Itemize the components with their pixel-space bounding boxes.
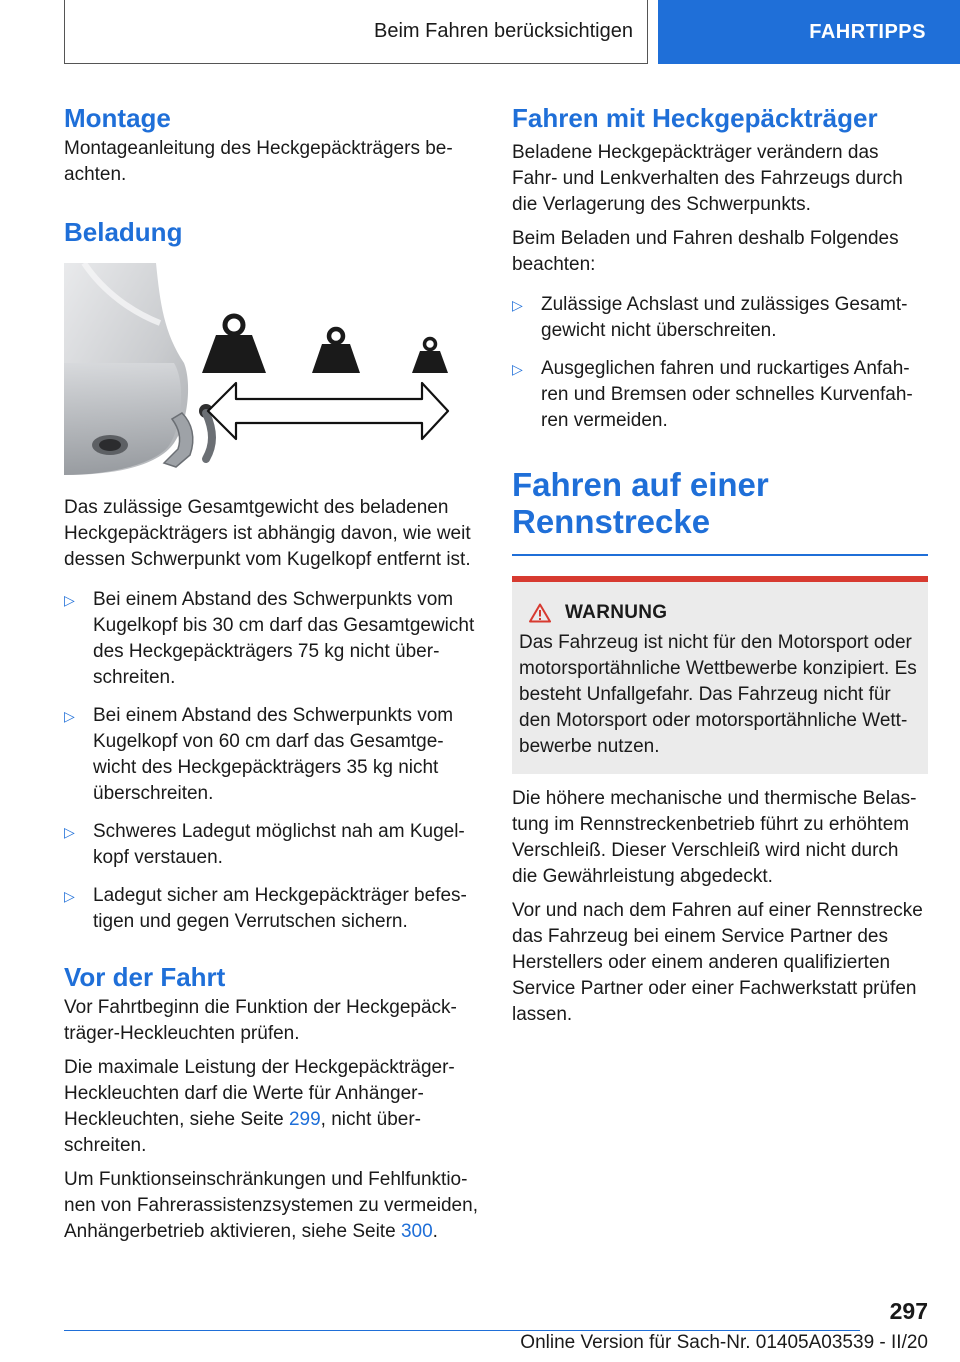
list-item: ▷ Bei einem Abstand des Schwerpunkts vom Kugelkopf von 60 cm darf das Gesamtge-wicht des Heckgepäckträgers 35 kg nicht überschreiten.	[64, 705, 454, 804]
fahren-heck-p1: Beladene Heckgepäckträger verändern das Fahr- und Lenkverhalten des Fahrzeugs durch die Verlagerung des Schwerpunkts.	[512, 142, 903, 215]
vorfahrt-p1: Vor Fahrtbeginn die Funktion der Heckgepäck-träger-Heckleuchten prüfen.	[64, 997, 457, 1044]
heading-montage: Montage	[64, 103, 171, 133]
warning-text: Das Fahrzeug ist nicht für den Motorsport oder motorsportähnliche Wettbewerbe konzipiert. Es besteht Unfallgefahr. Das Fahrzeug nicht für den Motorsport oder motorsportähnliche Wett-bewerbe nutzen.	[519, 631, 917, 757]
header-chapter-tab	[658, 0, 960, 64]
weight-distance-figure	[64, 263, 480, 475]
heading-rennstrecke: Fahren auf einer Rennstrecke	[512, 466, 769, 540]
list-item: ▷ Ausgeglichen fahren und ruckartiges Anfah-ren und Bremsen oder schnelles Kurvenfah-ren vermeiden.	[512, 358, 913, 431]
page-link-299[interactable]: 299	[288, 1109, 321, 1130]
header-chapter-title: FAHRTIPPS	[809, 20, 926, 43]
footer-rule	[64, 1330, 860, 1331]
triangle-bullet-icon: ▷	[512, 361, 523, 377]
triangle-bullet-icon: ▷	[64, 592, 75, 608]
fahren-heck-list	[512, 292, 928, 434]
triangle-bullet-icon: ▷	[512, 297, 523, 313]
warning-header	[529, 602, 922, 624]
vorfahrt-p3: Um Funktionseinschränkungen und Fehlfunktio-nen von Fahrerassistenzsystemen zu vermeiden, Anhängerbetrieb aktivieren, siehe Seite 300.	[64, 1169, 478, 1242]
heading-rule	[512, 554, 928, 556]
header-section-box	[64, 0, 648, 64]
beladung-text: Das zulässige Gesamtgewicht des beladenen Heckgepäckträgers ist abhängig davon, wie weit dessen Schwerpunkt vom Kugelkopf entfernt ist.	[64, 497, 471, 570]
triangle-bullet-icon: ▷	[64, 888, 75, 904]
list-item: ▷ Ladegut sicher am Heckgepäckträger befes-tigen und gegen Verrutschen sichern.	[64, 885, 467, 932]
right-column	[512, 100, 928, 1028]
triangle-bullet-icon: ▷	[64, 824, 75, 840]
page-link-300[interactable]: 300	[400, 1221, 433, 1242]
triangle-bullet-icon: ▷	[64, 708, 75, 724]
header-section-title: Beim Fahren berücksichtigen	[373, 20, 633, 42]
rennstrecke-p2: Vor und nach dem Fahren auf einer Rennstrecke das Fahrzeug bei einem Service Partner des Herstellers oder einem anderen qualifizierten Service Partner oder einer Fachwerkstatt prüfen lassen.	[512, 899, 923, 1025]
heading-vor-der-fahrt: Vor der Fahrt	[64, 962, 226, 992]
list-item: ▷ Bei einem Abstand des Schwerpunkts vom Kugelkopf bis 30 cm darf das Gesamtgewicht des Heckgepäckträgers 75 kg nicht über-schreiten.	[64, 589, 475, 688]
vorfahrt-p2: Die maximale Leistung der Heckgepäckträger-Heckleuchten darf die Werte für Anhänger-Heckleuchten, siehe Seite 299, nicht über-schreiten.	[64, 1057, 455, 1156]
fahren-heck-p2: Beim Beladen und Fahren deshalb Folgendes beachten:	[512, 228, 899, 275]
list-item: ▷ Zulässige Achslast und zulässiges Gesamt-gewicht nicht überschreiten.	[512, 294, 908, 341]
warning-triangle-icon	[529, 603, 551, 623]
warning-label: WARNUNG	[565, 601, 668, 623]
rennstrecke-p1: Die höhere mechanische und thermische Belas-tung im Rennstreckenbetrieb führt zu erhöhtem Verschleiß. Dieser Verschleiß wird nicht durch die Gewährleistung abgedeckt.	[512, 787, 917, 887]
left-column	[64, 100, 480, 1245]
warning-box	[512, 576, 928, 774]
footer-version: Online Version für Sach-Nr. 01405A03539 - II/20	[520, 1332, 928, 1353]
list-item: ▷ Schweres Ladegut möglichst nah am Kugel-kopf verstauen.	[64, 821, 465, 868]
heading-beladung: Beladung	[64, 217, 183, 247]
weight-distance-illustration	[64, 263, 480, 475]
beladung-list	[64, 587, 480, 935]
montage-text: Montageanleitung des Heckgepäckträgers be-achten.	[64, 138, 453, 185]
heading-fahren-mit-heckgepaecktraeger: Fahren mit Heckgepäckträger	[512, 103, 878, 133]
page-number: 297	[889, 1298, 928, 1324]
